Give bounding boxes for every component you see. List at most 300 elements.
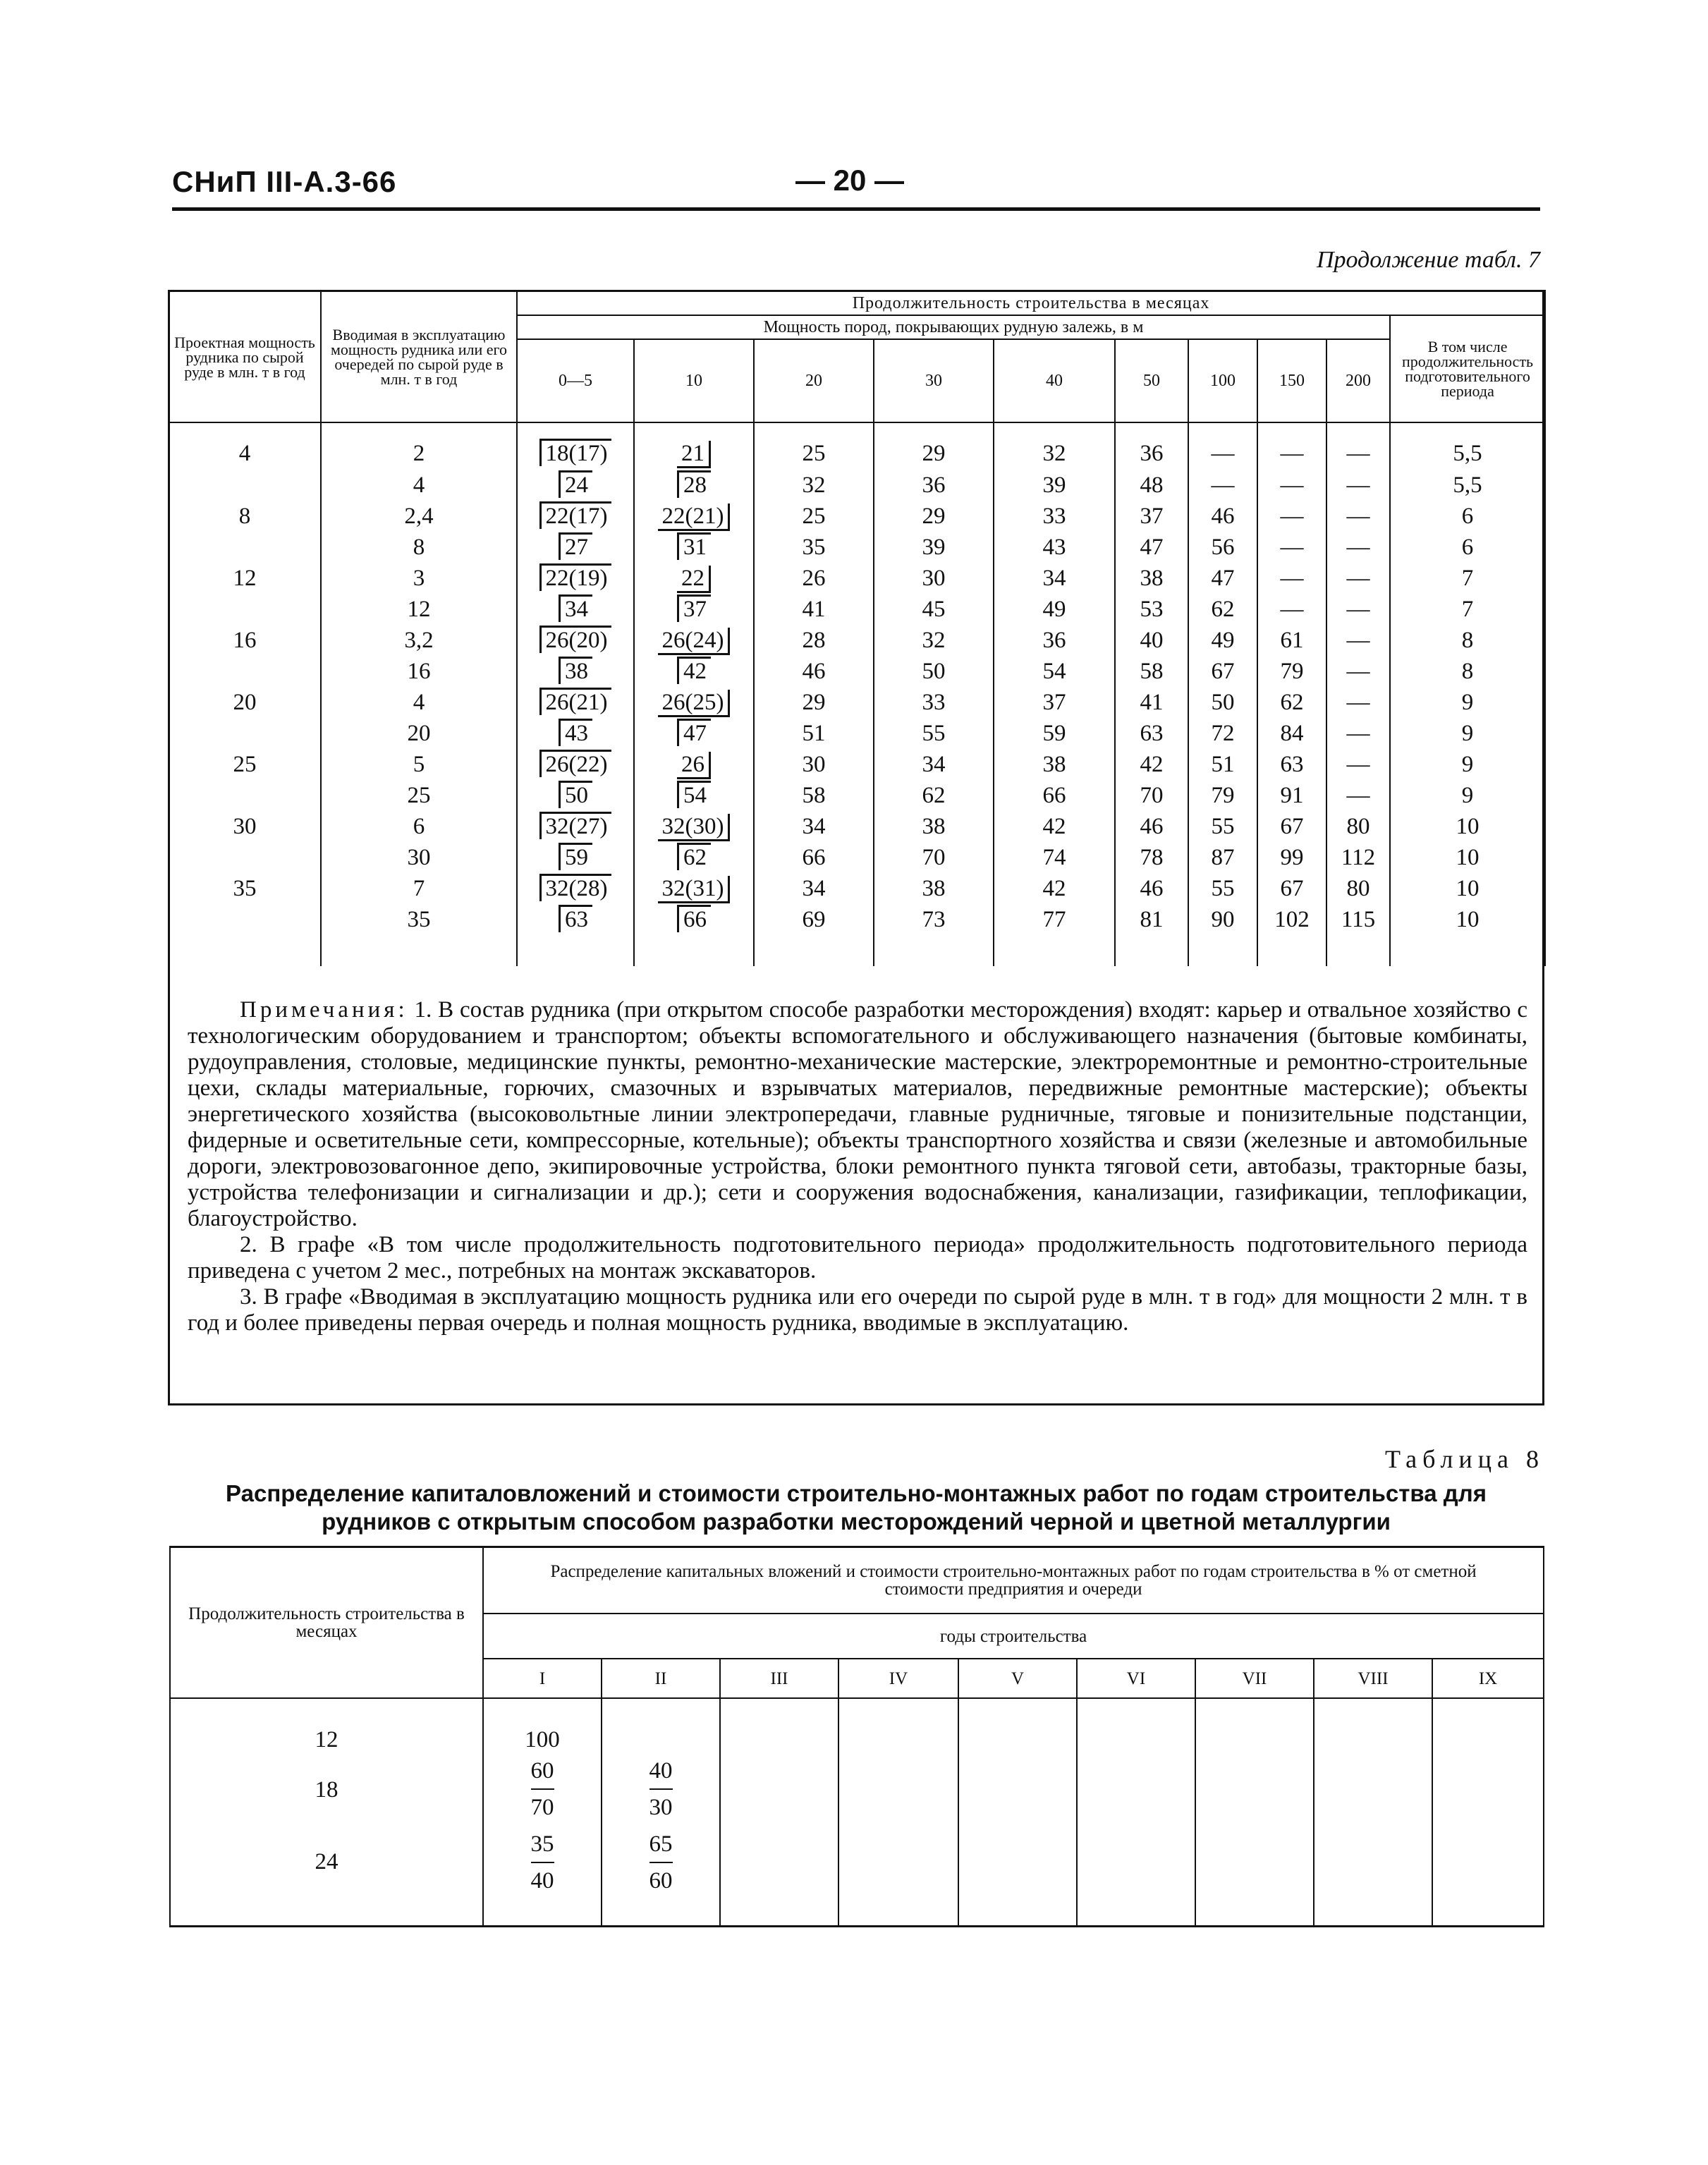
t7-preparatory: 9 [1390,718,1545,749]
t7-design-capacity [169,904,321,935]
t7-value: 29 [754,687,874,718]
t7-commissioned-capacity: 20 [321,718,517,749]
t7-value: 73 [874,904,994,935]
t7-value: 41 [754,594,874,625]
t7-header-thickness: 0—5 [517,339,634,422]
t7-value [634,718,754,749]
t7-value: 26 [754,563,874,594]
t7-value [517,873,634,904]
t7-value [634,687,754,718]
t7-header-thickness: 200 [1326,339,1390,422]
table7 [168,290,1546,966]
t7-value: — [1257,501,1326,532]
t7-value: 79 [1188,780,1257,811]
table-row [169,811,1545,842]
t7-value [517,687,634,718]
t7-preparatory: 9 [1390,780,1545,811]
t7-value: 63 [1115,718,1188,749]
t7-boxed-value: 34 [559,594,592,622]
t7-value: 25 [754,501,874,532]
t8-header-year: VII [1195,1659,1314,1698]
t7-value: 30 [754,749,874,780]
table7-body [169,422,1545,966]
t8-fraction-numerator: 65 [649,1826,673,1863]
t7-commissioned-capacity: 5 [321,749,517,780]
t7-value: 38 [874,811,994,842]
t7-value: 30 [874,563,994,594]
table-row [169,656,1545,687]
note-2: 2. В графе «В том числе продолжительность подготовительного периода» продолжительность подготовительного периода приведена с учетом 2 мес., потребных на монтаж экскаваторов. [188,1232,1527,1283]
t7-design-capacity [169,842,321,873]
t7-value: 45 [874,594,994,625]
table8-body [170,1698,1544,1927]
t7-value: 36 [874,470,994,501]
t7-design-capacity [169,532,321,563]
t7-value [634,811,754,842]
t7-value: 32 [874,625,994,656]
t7-commissioned-capacity: 7 [321,873,517,904]
table-row [169,904,1545,935]
t7-value: 42 [1115,749,1188,780]
t7-value [634,501,754,532]
t7-preparatory: 10 [1390,811,1545,842]
t7-value: 37 [994,687,1115,718]
t7-value: — [1257,532,1326,563]
notes-label: Примечания: [240,997,408,1023]
t7-boxed-value: 47 [677,719,711,746]
table-row [169,780,1545,811]
t7-value: 67 [1257,811,1326,842]
t8-year-value: 100 [483,1698,602,1753]
t7-boxed-value: 32(31) [658,876,731,903]
t7-value: 74 [994,842,1115,873]
t7-value: — [1257,594,1326,625]
t7-value: 29 [874,422,994,470]
t7-design-capacity [169,656,321,687]
t7-value [634,625,754,656]
table-row [169,470,1545,501]
t7-value: 41 [1115,687,1188,718]
t7-value: — [1326,749,1390,780]
t7-value: 33 [994,501,1115,532]
t8-fraction-denominator: 30 [649,1795,673,1820]
t7-commissioned-capacity: 4 [321,470,517,501]
t7-value [517,842,634,873]
t7-boxed-value: 50 [559,781,592,808]
t7-value: 34 [754,873,874,904]
t7-value [517,532,634,563]
t7-boxed-value: 42 [677,657,711,684]
t7-design-capacity: 25 [169,749,321,780]
t7-value [517,594,634,625]
t7-preparatory: 7 [1390,563,1545,594]
t7-header-commissioned-capacity: Вводимая в эксплуатацию мощность рудника или его очередей по сырой руде в млн. т в год [321,291,517,423]
t7-value [517,501,634,532]
table8-title: Распределение капиталовложений и стоимости строительно-монтажных работ по годам строительства для рудников с открытым способом разработки месторождений черной и цветной металлургии [226,1480,1487,1535]
t7-value: — [1326,594,1390,625]
t7-boxed-value: 28 [677,470,711,498]
t7-design-capacity [169,470,321,501]
t8-fraction-numerator: 35 [531,1826,554,1863]
t7-value: 34 [994,563,1115,594]
t7-value: 42 [994,873,1115,904]
t7-boxed-value: 18(17) [539,439,612,466]
t7-value [517,422,634,470]
t7-header-thickness: 20 [754,339,874,422]
t7-value: 79 [1257,656,1326,687]
t7-value: 115 [1326,904,1390,935]
t7-design-capacity: 4 [169,422,321,470]
t7-value: 55 [874,718,994,749]
t8-header-year: VIII [1314,1659,1432,1698]
t8-header-distribution: Распределение капитальных вложений и стоимости строительно-монтажных работ по годам строительства в % от сметной стоимости предприятия и очереди [483,1547,1544,1614]
t7-header-thickness: 40 [994,339,1115,422]
t7-boxed-value: 32(27) [539,812,612,839]
t7-value: 49 [994,594,1115,625]
t7-value: 46 [754,656,874,687]
t7-preparatory: 10 [1390,842,1545,873]
t7-header-design-capacity: Проектная мощность рудника по сырой руде в млн. т в год [169,291,321,423]
t7-boxed-value: 27 [559,532,592,560]
t8-fraction-denominator: 40 [530,1868,554,1893]
t7-value: 72 [1188,718,1257,749]
t7-value: 46 [1188,501,1257,532]
t7-value: 47 [1188,563,1257,594]
t7-value: 78 [1115,842,1188,873]
t7-boxed-value: 26(21) [539,688,612,715]
t7-commissioned-capacity: 12 [321,594,517,625]
t7-commissioned-capacity: 30 [321,842,517,873]
t7-boxed-value: 22 [677,566,711,593]
t7-value [634,422,754,470]
t7-design-capacity [169,718,321,749]
t7-boxed-value: 22(17) [539,501,612,529]
t7-value: 91 [1257,780,1326,811]
t8-header-year: II [602,1659,720,1698]
t7-value: 34 [754,811,874,842]
t7-value [517,749,634,780]
t8-header-year: VI [1077,1659,1195,1698]
t8-fraction-denominator: 60 [649,1868,673,1893]
t7-boxed-value: 32(30) [658,814,731,841]
t7-boxed-value: 62 [677,843,711,870]
t7-value: 77 [994,904,1115,935]
t7-boxed-value: 26(24) [658,628,731,655]
t8-header-year: IX [1432,1659,1544,1698]
t8-year-fraction [483,1753,602,1826]
table-row [169,422,1545,470]
t7-header-thickness: 30 [874,339,994,422]
table-row [169,749,1545,780]
t7-preparatory: 10 [1390,904,1545,935]
t7-commissioned-capacity: 3 [321,563,517,594]
t7-boxed-value: 26 [677,752,711,779]
table-row [169,625,1545,656]
t7-value: — [1326,501,1390,532]
t7-value: 36 [1115,422,1188,470]
t7-value: 62 [1188,594,1257,625]
table7-notes [188,997,1527,1336]
t7-value: 66 [754,842,874,873]
t7-preparatory: 5,5 [1390,470,1545,501]
t7-header-duration-group: Продолжительность строительства в месяцах [517,291,1545,316]
t8-fraction-numerator: 60 [531,1753,554,1790]
table-row [169,594,1545,625]
t7-value: 80 [1326,811,1390,842]
t7-value: 112 [1326,842,1390,873]
t7-value: — [1326,422,1390,470]
t7-value: — [1326,625,1390,656]
t7-value: 38 [874,873,994,904]
t7-commissioned-capacity: 3,2 [321,625,517,656]
t7-commissioned-capacity: 8 [321,532,517,563]
t7-design-capacity: 12 [169,563,321,594]
t7-value: — [1326,470,1390,501]
table-row [169,563,1545,594]
t7-value: 36 [994,625,1115,656]
table-row [169,501,1545,532]
t7-value: 69 [754,904,874,935]
t7-value: 102 [1257,904,1326,935]
t7-value: 50 [874,656,994,687]
t7-value [634,904,754,935]
t7-value: 59 [994,718,1115,749]
t7-value [634,532,754,563]
t7-value: 70 [1115,780,1188,811]
t7-value: 58 [1115,656,1188,687]
t7-boxed-value: 43 [559,719,592,746]
t7-value: 62 [874,780,994,811]
t7-value: 70 [874,842,994,873]
t7-value [634,749,754,780]
t7-value [634,656,754,687]
t7-design-capacity: 30 [169,811,321,842]
page-number: — 20 — [795,164,905,197]
t7-boxed-value: 37 [677,594,711,622]
t7-header-preparatory: В том числе продолжительность подготовительного периода [1390,315,1545,422]
t7-commissioned-capacity: 6 [321,811,517,842]
t7-value: — [1188,470,1257,501]
t8-year-fraction [602,1753,720,1826]
t7-value [634,470,754,501]
t7-commissioned-capacity: 25 [321,780,517,811]
t7-boxed-value: 24 [559,470,592,498]
note-1-text: 1. В состав рудника (при открытом способе разработки месторождения) входят: карьер и отвальное хозяйство с технологическим оборудованием и транспортом; объекты вспомогательного и обслуживающего назначения (бытовые комбинаты, рудоуправления, столовые, медицинские пункты, ремонтно-механические мастерские, электроремонтные и ремонтно-строительные цехи, склады материальные, горючих, смазочных и взрывчатых материалов, передвижные ремонтные мастерские); объекты энергетического хозяйства (высоковольтные линии электропередачи, главные рудничные, тяговые и понизительные подстанции, фидерные и осветительные сети, компрессорные, котельные); объекты транспортного хозяйства и связи (железные и автомобильные дороги, электровозовагонное депо, экипировочные устройства, блоки ремонтного пункта тяговой сети, автобазы, тракторные базы, устройства телефонизации и сигнализации и др.); сети и сооружения водоснабжения, канализации, газификации, теплофикации, благоустройство. [188,997,1528,1231]
t7-value: 56 [1188,532,1257,563]
t8-header-years: годы строительства [483,1614,1544,1659]
t7-value: 53 [1115,594,1188,625]
t7-commissioned-capacity: 2 [321,422,517,470]
t7-value: 42 [994,811,1115,842]
t7-value: 46 [1115,811,1188,842]
t7-header-thickness: 50 [1115,339,1188,422]
t7-preparatory: 8 [1390,656,1545,687]
t7-header-overburden: Мощность пород, покрывающих рудную залежь, в м [517,315,1390,339]
t7-value: — [1257,470,1326,501]
t7-boxed-value: 26(25) [658,690,731,717]
t7-boxed-value: 22(21) [658,504,731,531]
t7-value: — [1326,718,1390,749]
t7-value: 39 [874,532,994,563]
t7-design-capacity: 35 [169,873,321,904]
t7-value [517,470,634,501]
t7-commissioned-capacity: 35 [321,904,517,935]
t7-value: 51 [754,718,874,749]
table-row [169,718,1545,749]
t7-value: — [1326,780,1390,811]
t7-value: 34 [874,749,994,780]
t7-value: 32 [754,470,874,501]
document-code: СНиП III-А.3-66 [172,165,397,198]
table-row [169,687,1545,718]
table7-frame-bottom [168,1403,1544,1405]
t7-design-capacity [169,594,321,625]
t7-boxed-value: 38 [559,657,592,684]
t8-header-duration: Продолжительность строительства в месяцах [170,1547,483,1699]
t7-value: 38 [1115,563,1188,594]
t7-value: — [1326,532,1390,563]
t7-value: 49 [1188,625,1257,656]
t7-design-capacity: 8 [169,501,321,532]
t7-value: 29 [874,501,994,532]
t7-value: 50 [1188,687,1257,718]
t7-value: — [1326,687,1390,718]
t7-value [634,563,754,594]
t7-value: 84 [1257,718,1326,749]
t7-value: 39 [994,470,1115,501]
t7-value: 81 [1115,904,1188,935]
t7-value: 47 [1115,532,1188,563]
table-row [169,873,1545,904]
t7-header-thickness: 100 [1188,339,1257,422]
header-rule [172,207,1540,211]
t7-header-thickness: 150 [1257,339,1326,422]
t7-preparatory: 5,5 [1390,422,1545,470]
t7-value: 67 [1257,873,1326,904]
t7-value: 43 [994,532,1115,563]
t7-value: 33 [874,687,994,718]
t7-value: 55 [1188,873,1257,904]
t7-value [517,656,634,687]
t7-boxed-value: 26(22) [539,750,612,777]
t7-preparatory: 8 [1390,625,1545,656]
t7-design-capacity: 20 [169,687,321,718]
t7-value: 80 [1326,873,1390,904]
t7-preparatory: 7 [1390,594,1545,625]
t7-preparatory: 9 [1390,687,1545,718]
t7-boxed-value: 66 [677,905,711,932]
t8-duration: 12 [170,1698,483,1753]
t7-preparatory: 6 [1390,532,1545,563]
t7-preparatory: 10 [1390,873,1545,904]
t7-header-thickness: 10 [634,339,754,422]
t8-duration: 24 [170,1826,483,1925]
t8-header-year: IV [838,1659,958,1698]
table-row [169,532,1545,563]
t7-value: 87 [1188,842,1257,873]
t8-fraction-numerator: 40 [649,1753,673,1790]
t7-value: — [1188,422,1257,470]
t7-boxed-value: 32(28) [539,874,612,901]
t7-preparatory: 6 [1390,501,1545,532]
t7-value: 67 [1188,656,1257,687]
t7-value [634,780,754,811]
table8-label: Таблица 8 [1385,1445,1544,1473]
t8-fraction-denominator: 70 [530,1795,554,1820]
t7-value: 99 [1257,842,1326,873]
t7-value: 62 [1257,687,1326,718]
t7-value: 90 [1188,904,1257,935]
t7-value: 54 [994,656,1115,687]
t7-boxed-value: 54 [677,781,711,808]
t8-duration: 18 [170,1753,483,1826]
t7-boxed-value: 63 [559,905,592,932]
table8 [169,1546,1544,1927]
t7-value [634,594,754,625]
t7-value [517,811,634,842]
t7-value: 66 [994,780,1115,811]
t7-design-capacity: 16 [169,625,321,656]
t7-value: — [1326,563,1390,594]
t7-value: 58 [754,780,874,811]
t7-boxed-value: 22(19) [539,563,612,591]
t7-commissioned-capacity: 4 [321,687,517,718]
t7-value: — [1326,656,1390,687]
t7-value: — [1257,422,1326,470]
t8-year-fraction [483,1826,602,1925]
t8-year-value [602,1698,720,1753]
t7-value: 46 [1115,873,1188,904]
t8-header-year: I [483,1659,602,1698]
t7-boxed-value: 59 [559,843,592,870]
t7-commissioned-capacity: 2,4 [321,501,517,532]
table-row [169,842,1545,873]
t7-value: 35 [754,532,874,563]
t8-year-fraction [602,1826,720,1925]
t8-header-year: III [720,1659,838,1698]
t7-value [517,904,634,935]
t7-value [517,625,634,656]
t7-value: 55 [1188,811,1257,842]
t7-value: 38 [994,749,1115,780]
t7-preparatory: 9 [1390,749,1545,780]
running-header [172,157,1540,206]
t7-value: 28 [754,625,874,656]
t7-value [517,718,634,749]
t7-design-capacity [169,780,321,811]
t7-value: 63 [1257,749,1326,780]
t7-value [634,842,754,873]
t7-value: 32 [994,422,1115,470]
t7-value: 40 [1115,625,1188,656]
t7-value: 51 [1188,749,1257,780]
t7-value [634,873,754,904]
t7-value [517,563,634,594]
note-1 [188,997,1527,1232]
t7-boxed-value: 31 [677,532,711,560]
t7-commissioned-capacity: 16 [321,656,517,687]
t7-value: — [1257,563,1326,594]
t7-value [517,780,634,811]
t7-value: 25 [754,422,874,470]
t7-value: 61 [1257,625,1326,656]
t7-value: 37 [1115,501,1188,532]
t7-boxed-value: 21 [677,441,711,468]
t8-header-year: V [958,1659,1077,1698]
t7-value: 48 [1115,470,1188,501]
continuation-note: Продолжение табл. 7 [1316,247,1540,273]
note-3: 3. В графе «Вводимая в эксплуатацию мощность рудника или его очереди по сырой руде в млн. т в год» для мощности 2 млн. т в год и более приведены первая очередь и полная мощность рудника, вводимые в эксплуатацию. [188,1284,1527,1336]
